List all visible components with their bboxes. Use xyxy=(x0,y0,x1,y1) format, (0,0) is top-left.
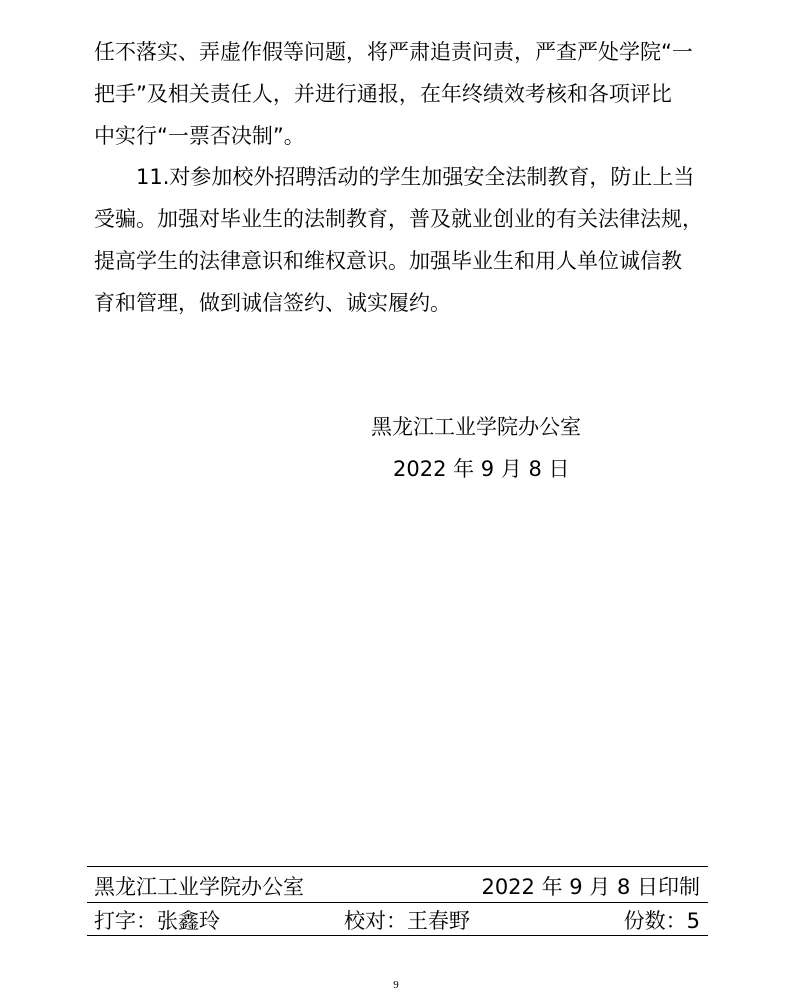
footer-proofreader: 校对：王春野 xyxy=(344,909,470,933)
signature-issuer: 黑龙江工业学院办公室 xyxy=(371,415,581,439)
footer-middle-rule xyxy=(87,902,708,903)
footer-copies: 份数：5 xyxy=(623,909,700,933)
paragraph-line: 把手”及相关责任人，并进行通报，在年终绩效考核和各项评比 xyxy=(94,82,672,106)
signature-date: 2022 年 9 月 8 日 xyxy=(393,457,570,481)
footer-bottom-rule xyxy=(87,935,708,936)
paragraph-line: 中实行“一票否决制”。 xyxy=(94,124,305,148)
footer-office: 黑龙江工业学院办公室 xyxy=(94,875,304,899)
paragraph-line: 受骗。加强对毕业生的法制教育，普及就业创业的有关法律法规， xyxy=(94,207,703,231)
page-number: 9 xyxy=(393,979,399,991)
paragraph-line: 提高学生的法律意识和维权意识。加强毕业生和用人单位诚信教 xyxy=(94,249,682,273)
paragraph-line: 11.对参加校外招聘活动的学生加强安全法制教育，防止上当 xyxy=(136,165,695,189)
footer-print-date: 2022 年 9 月 8 日印制 xyxy=(481,875,700,899)
paragraph-line: 育和管理，做到诚信签约、诚实履约。 xyxy=(94,291,451,315)
paragraph-line: 任不落实、弄虚作假等问题，将严肃追责问责，严查严处学院“一 xyxy=(94,40,693,64)
footer-top-rule xyxy=(87,866,708,867)
footer-typist: 打字：张鑫玲 xyxy=(94,909,220,933)
